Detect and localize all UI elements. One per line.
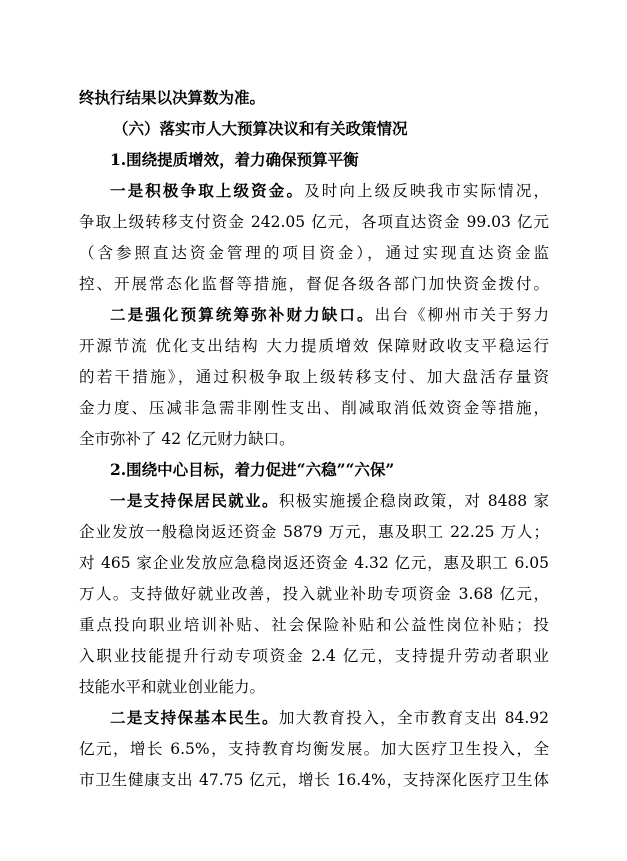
paragraph-line — [79, 522, 549, 542]
line-text: 的若干措施》，通过积极争取上级转移支付、加大盘活存量资 — [79, 368, 549, 386]
line-text: （含参照直达资金管理的项目资金），通过实现直达资金监 — [79, 244, 549, 262]
line-text: 企业发放一般稳岗返还资金 5879 万元，惠及职工 22.25 万人； — [79, 523, 549, 541]
paragraph-line — [79, 553, 549, 573]
paragraph-line — [110, 181, 549, 201]
subsection-heading — [110, 150, 549, 170]
paragraph-line — [79, 429, 549, 449]
line-text: 万人。支持做好就业改善，投入就业补助专项资金 3.68 亿元， — [79, 585, 549, 603]
line-text: 技能水平和就业创业能力。 — [79, 678, 266, 696]
paragraph-line — [79, 646, 549, 666]
section-heading — [113, 119, 549, 139]
line-text: 入职业技能提升行动专项资金 2.4 亿元，支持提升劳动者职业 — [79, 647, 549, 665]
paragraph-line — [79, 584, 549, 604]
paragraph-line — [110, 305, 549, 325]
line-text: 对 465 家企业发放应急稳岗返还资金 4.32 亿元，惠及职工 6.05 — [79, 554, 549, 572]
line-text: 终执行结果以决算数为准。 — [79, 88, 266, 107]
line-text: 控、开展常态化监督等措施，督促各级各部门加快资金拨付。 — [79, 275, 549, 293]
heading-text: 2.围绕中心目标，着力促进“六稳”“六保” — [110, 460, 395, 479]
line-text: 及时向上级反映我市实际情况， — [304, 182, 549, 200]
paragraph-line — [110, 491, 549, 511]
line-text: 重点投向职业培训补贴、社会保险补贴和公益性岗位补贴；投 — [79, 616, 549, 634]
line-text: 亿元，增长 6.5%，支持教育均衡发展。加大医疗卫生投入，全 — [79, 740, 549, 758]
line-text: 市卫生健康支出 47.75 亿元，增长 16.4%，支持深化医疗卫生体 — [79, 771, 549, 789]
paragraph-line — [79, 677, 549, 697]
heading-text: 1.围绕提质增效，着力确保预算平衡 — [110, 150, 359, 169]
line-text: 加大教育投入，全市教育支出 84.92 — [278, 709, 549, 727]
lead-phrase: 一是积极争取上级资金。 — [110, 181, 305, 200]
paragraph-line — [79, 336, 549, 356]
paragraph-line — [79, 274, 549, 294]
paragraph-line — [79, 398, 549, 418]
paragraph-line — [110, 708, 549, 728]
line-text: 争取上级转移支付资金 242.05 亿元，各项直达资金 99.03 亿元 — [79, 213, 549, 231]
lead-phrase: 一是支持保居民就业。 — [110, 491, 279, 510]
paragraph-line — [79, 615, 549, 635]
lead-phrase: 二是支持保基本民生。 — [110, 708, 279, 727]
line-text: 积极实施援企稳岗政策，对 8488 家 — [278, 492, 549, 510]
line-text: 金力度、压减非急需非刚性支出、削减取消低效资金等措施， — [79, 399, 549, 417]
heading-text: （六）落实市人大预算决议和有关政策情况 — [113, 119, 408, 138]
paragraph-line — [79, 212, 549, 232]
line-text: 全市弥补了 42 亿元财力缺口。 — [79, 430, 295, 448]
line-text: 出台《柳州市关于努力 — [374, 306, 549, 324]
subsection-heading — [110, 460, 549, 480]
paragraph-line — [79, 770, 549, 790]
paragraph-line — [79, 739, 549, 759]
paragraph-line — [79, 367, 549, 387]
paragraph-line — [79, 88, 549, 108]
line-text: 开源节流 优化支出结构 大力提质增效 保障财政收支平稳运行 — [79, 337, 549, 355]
paragraph-line — [79, 243, 549, 263]
lead-phrase: 二是强化预算统筹弥补财力缺口。 — [110, 305, 375, 324]
